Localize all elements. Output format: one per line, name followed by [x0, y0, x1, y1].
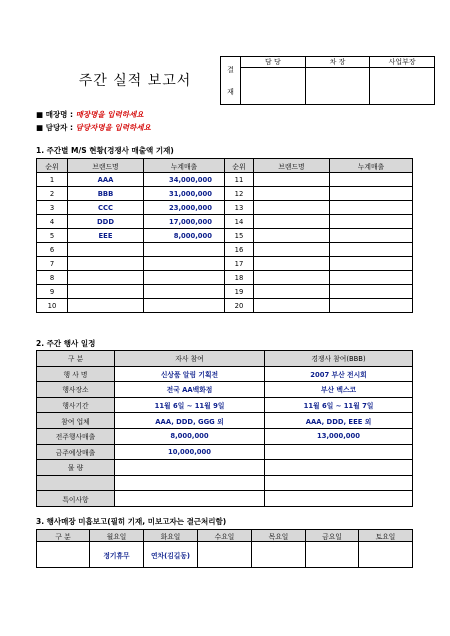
competitor-event-cell[interactable] [265, 460, 413, 476]
approval-col-staff: 담 당 [241, 57, 306, 68]
row-label: 전주행사매출 [37, 428, 115, 444]
col-header: 브랜드명 [254, 159, 330, 173]
brand-cell[interactable] [68, 271, 144, 285]
table-row [37, 491, 413, 507]
table-row [37, 201, 413, 215]
brand-cell[interactable] [254, 285, 330, 299]
col-header: 브랜드명 [68, 159, 144, 173]
row-label: 금주예상매출 [37, 444, 115, 460]
sales-cell[interactable] [330, 271, 413, 285]
col-header: 금요일 [306, 530, 359, 542]
sales-cell[interactable]: 31,000,000 [144, 187, 225, 201]
competitor-event-cell[interactable] [265, 475, 413, 491]
rank-cell: 7 [37, 257, 68, 271]
rank-cell: 10 [37, 299, 68, 313]
competitor-event-cell[interactable] [265, 491, 413, 507]
rank-cell: 8 [37, 271, 68, 285]
rank-cell: 3 [37, 201, 68, 215]
event-schedule-table [36, 350, 413, 507]
brand-cell[interactable]: BBB [68, 187, 144, 201]
section2-title: 2. 주간 행사 일정 [36, 339, 96, 348]
day-cell[interactable]: 연차(김길동) [144, 542, 198, 568]
brand-cell[interactable] [254, 299, 330, 313]
table-row [37, 285, 413, 299]
row-label: 참여 업체 [37, 413, 115, 429]
competitor-event-cell[interactable]: 2007 부산 전시회 [265, 366, 413, 382]
rank-cell: 17 [225, 257, 254, 271]
row-label: 특이사항 [37, 491, 115, 507]
col-header: 수요일 [198, 530, 252, 542]
section1-title: 1. 주간별 M/S 현황(경쟁사 매출액 기재) [36, 146, 174, 155]
manager-name-field[interactable]: 담당자명을 입력하세요 [75, 123, 151, 132]
row-label: 행 사 명 [37, 366, 115, 382]
table-header-row [37, 159, 413, 173]
rank-cell: 5 [37, 229, 68, 243]
brand-cell[interactable] [254, 187, 330, 201]
brand-cell[interactable] [254, 271, 330, 285]
brand-cell[interactable] [254, 173, 330, 187]
sales-cell[interactable]: 17,000,000 [144, 215, 225, 229]
brand-cell[interactable] [254, 201, 330, 215]
sales-cell[interactable]: 34,000,000 [144, 173, 225, 187]
table-row [37, 187, 413, 201]
rank-cell: 14 [225, 215, 254, 229]
rank-cell: 16 [225, 243, 254, 257]
competitor-event-cell[interactable] [265, 444, 413, 460]
col-header: 누계매출 [330, 159, 413, 173]
sales-cell[interactable] [330, 299, 413, 313]
col-header: 경쟁사 참여(BBB) [265, 351, 413, 367]
col-header: 자사 참여 [115, 351, 265, 367]
table-row [37, 542, 413, 568]
brand-cell[interactable] [254, 229, 330, 243]
col-header: 토요일 [359, 530, 413, 542]
sales-cell[interactable] [330, 187, 413, 201]
rank-cell: 4 [37, 215, 68, 229]
approval-box [220, 56, 435, 105]
store-name-field[interactable]: 매장명을 입력하세요 [75, 110, 144, 119]
table-row [37, 366, 413, 382]
table-row [37, 229, 413, 243]
sales-cell[interactable] [330, 215, 413, 229]
own-event-cell[interactable] [115, 460, 265, 476]
sales-cell[interactable] [330, 229, 413, 243]
table-row [37, 428, 413, 444]
rank-cell: 11 [225, 173, 254, 187]
sales-cell[interactable]: 23,000,000 [144, 201, 225, 215]
competitor-event-cell[interactable]: AAA, DDD, EEE 외 [265, 413, 413, 429]
brand-cell[interactable]: CCC [68, 201, 144, 215]
row-label [37, 475, 115, 491]
brand-cell[interactable] [254, 257, 330, 271]
sales-cell[interactable] [330, 173, 413, 187]
competitor-event-cell[interactable]: 부산 벡스코 [265, 382, 413, 398]
col-header: 목요일 [252, 530, 306, 542]
own-event-cell[interactable]: 11월 6일 ~ 11월 9일 [115, 397, 265, 413]
brand-cell[interactable]: EEE [68, 229, 144, 243]
manager-info-line: ■ 담당자 : 담당자명을 입력하세요 [36, 123, 151, 132]
brand-cell[interactable] [68, 257, 144, 271]
table-row [37, 475, 413, 491]
signature-box-director[interactable] [370, 68, 435, 105]
sales-cell[interactable] [330, 257, 413, 271]
brand-cell[interactable]: DDD [68, 215, 144, 229]
brand-cell[interactable] [254, 243, 330, 257]
sales-cell[interactable] [144, 257, 225, 271]
own-event-cell[interactable] [115, 491, 265, 507]
col-header: 누계매출 [144, 159, 225, 173]
brand-cell[interactable] [254, 215, 330, 229]
rank-cell: 15 [225, 229, 254, 243]
signature-box-staff[interactable] [241, 68, 306, 105]
own-event-cell[interactable]: AAA, DDD, GGG 외 [115, 413, 265, 429]
day-cell[interactable] [198, 542, 252, 568]
competitor-event-cell[interactable]: 11월 6일 ~ 11월 7일 [265, 397, 413, 413]
col-header: 구 분 [37, 351, 115, 367]
rank-cell: 19 [225, 285, 254, 299]
day-cell[interactable] [252, 542, 306, 568]
table-row [37, 173, 413, 187]
sales-cell[interactable] [330, 285, 413, 299]
col-header: 구 분 [37, 530, 90, 542]
col-header: 순위 [225, 159, 254, 173]
table-row [37, 444, 413, 460]
brand-cell[interactable] [68, 299, 144, 313]
row-label: 행사장소 [37, 382, 115, 398]
rank-cell: 20 [225, 299, 254, 313]
table-row [37, 413, 413, 429]
rank-cell: 12 [225, 187, 254, 201]
own-event-cell[interactable]: 8,000,000 [115, 428, 265, 444]
own-event-cell[interactable]: 10,000,000 [115, 444, 265, 460]
own-event-cell[interactable]: 전국 AA백화점 [115, 382, 265, 398]
row-label: 물 량 [37, 460, 115, 476]
sales-cell[interactable] [144, 243, 225, 257]
table-row [37, 382, 413, 398]
rank-cell: 1 [37, 173, 68, 187]
section3-title: 3. 행사매장 미흡보고(필히 기재, 미보고자는 결근처리함) [36, 517, 227, 526]
table-row [37, 299, 413, 313]
ms-status-table [36, 158, 413, 313]
col-header: 월요일 [90, 530, 144, 542]
row-label: 행사기간 [37, 397, 115, 413]
col-header: 화요일 [144, 530, 198, 542]
table-row [37, 257, 413, 271]
approval-col-deputy: 차 장 [305, 57, 370, 68]
sales-cell[interactable] [144, 271, 225, 285]
signature-box-deputy[interactable] [305, 68, 370, 105]
approval-col-director: 사업부장 [370, 57, 435, 68]
rank-cell: 2 [37, 187, 68, 201]
day-cell[interactable] [37, 542, 90, 568]
day-cell[interactable] [359, 542, 413, 568]
table-row [37, 460, 413, 476]
col-header: 순위 [37, 159, 68, 173]
store-info-line: ■ 매장명 : 매장명을 입력하세요 [36, 110, 144, 119]
brand-cell[interactable] [68, 243, 144, 257]
table-header-row [37, 530, 413, 542]
table-row [37, 397, 413, 413]
rank-cell: 18 [225, 271, 254, 285]
table-row [37, 243, 413, 257]
approval-side-label: 결 재 [221, 57, 241, 105]
page-title: 주간 실적 보고서 [78, 73, 192, 89]
brand-cell[interactable] [68, 285, 144, 299]
own-event-cell[interactable]: 신상품 알림 기획전 [115, 366, 265, 382]
rank-cell: 13 [225, 201, 254, 215]
sales-cell[interactable] [330, 243, 413, 257]
table-header-row [37, 351, 413, 367]
sales-cell[interactable]: 8,000,000 [144, 229, 225, 243]
sales-cell[interactable] [144, 285, 225, 299]
day-cell[interactable]: 정기휴무 [90, 542, 144, 568]
competitor-event-cell[interactable]: 13,000,000 [265, 428, 413, 444]
sales-cell[interactable] [330, 201, 413, 215]
day-cell[interactable] [306, 542, 359, 568]
rank-cell: 9 [37, 285, 68, 299]
weekly-report-table [36, 529, 413, 568]
table-row [37, 271, 413, 285]
sales-cell[interactable] [144, 299, 225, 313]
rank-cell: 6 [37, 243, 68, 257]
table-row [37, 215, 413, 229]
brand-cell[interactable]: AAA [68, 173, 144, 187]
own-event-cell[interactable] [115, 475, 265, 491]
